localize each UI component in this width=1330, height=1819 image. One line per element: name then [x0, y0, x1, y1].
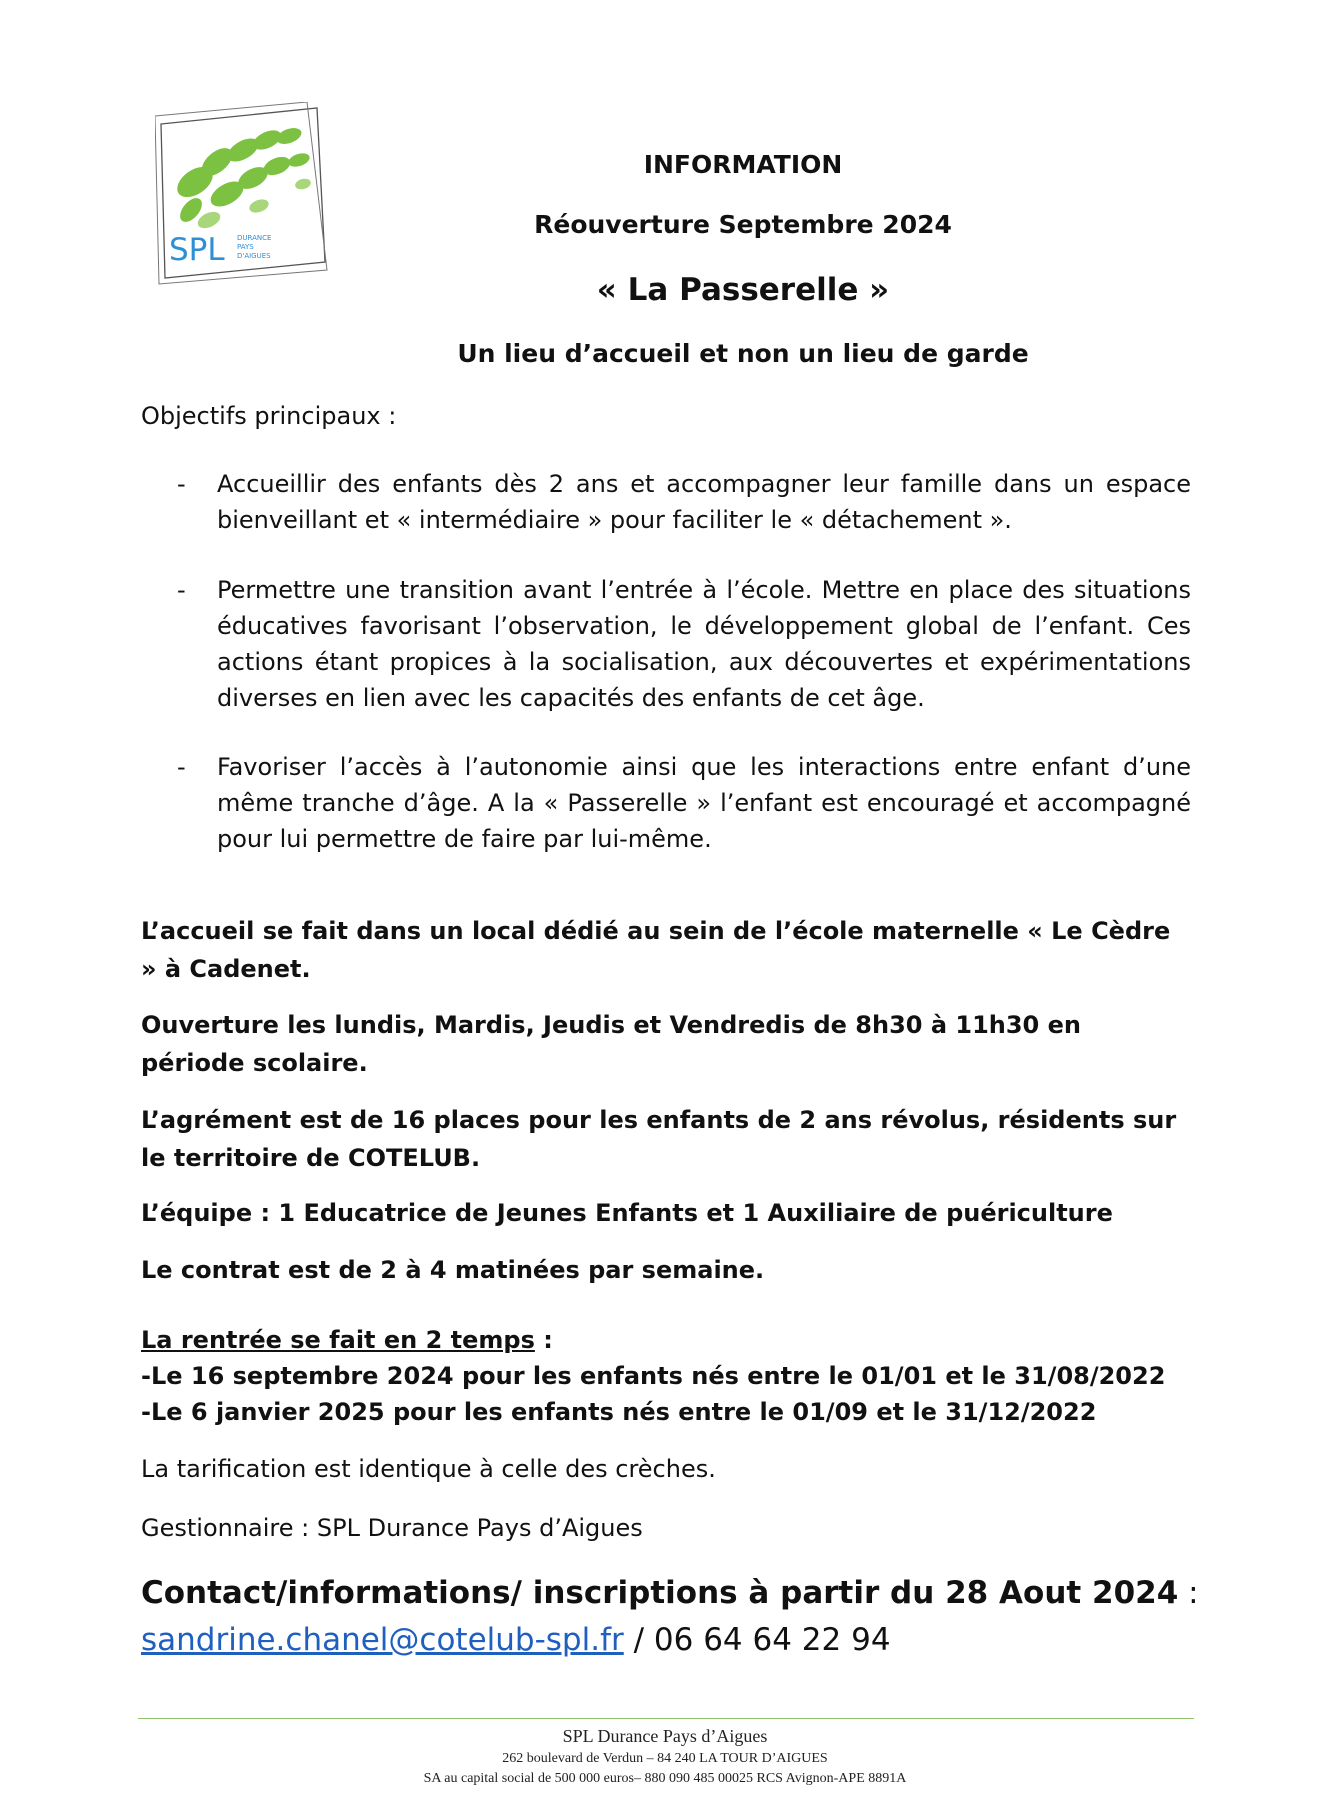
objective-text: Permettre une transition avant l’entrée à l’école. Mettre en place des situations éducatives favorisant l’observation, le développement global de l’enfant. Ces actions étant propices à la socialisation, aux découvertes et expérimentations diverses en lien avec les capacités des enfants de cet âge. [217, 576, 1191, 712]
phone-number: / 06 64 64 22 94 [623, 1622, 891, 1658]
contact-heading [141, 1575, 1199, 1611]
objective-item [141, 466, 1191, 538]
bullet-dash: - [177, 470, 186, 498]
team-info: L’équipe : 1 Educatrice de Jeunes Enfants et 1 Auxiliaire de puériculture [141, 1199, 1113, 1227]
page-subtitle: Un lieu d’accueil et non un lieu de garde [457, 339, 1029, 368]
email-link[interactable]: sandrine.chanel@cotelub-spl.fr [141, 1622, 624, 1658]
logo-graphic [155, 102, 335, 292]
objective-text: Favoriser l’accès à l’autonomie ainsi que les interactions entre enfant d’une même tranche d’âge. A la « Passerelle » l’enfant est encouragé et accompagné pour lui permettre de faire par lui-même. [217, 753, 1191, 853]
logo-text: SPL [169, 232, 225, 268]
footer-divider [138, 1718, 1194, 1719]
bullet-dash: - [177, 753, 186, 781]
heading-information: INFORMATION [643, 150, 843, 179]
contact-colon: : [1178, 1575, 1199, 1611]
contract-info: Le contrat est de 2 à 4 matinées par semaine. [141, 1256, 765, 1284]
contact-heading-text: Contact/informations/ inscriptions à partir du 28 Aout 2024 [141, 1575, 1179, 1611]
footer-legal: SA au capital social de 500 000 euros– 880 090 485 00025 RCS Avignon-APE 8891A [423, 1771, 907, 1786]
location-info: L’accueil se fait dans un local dédié au sein de l’école maternelle « Le Cèdre » à Cadenet. [141, 917, 1171, 983]
rentree-heading [141, 1322, 1191, 1358]
logo-tagline: PAYS [237, 243, 254, 251]
contact-line [141, 1622, 891, 1658]
rentree-line: -Le 16 septembre 2024 pour les enfants nés entre le 01/01 et le 31/08/2022 [141, 1362, 1166, 1390]
footer-company: SPL Durance Pays d’Aigues [562, 1726, 768, 1746]
manager-info: Gestionnaire : SPL Durance Pays d’Aigues [141, 1514, 643, 1542]
footer-address: 262 boulevard de Verdun – 84 240 LA TOUR D’AIGUES [502, 1751, 828, 1766]
page-title: « La Passerelle » [596, 272, 890, 308]
spl-logo [155, 102, 335, 292]
heading-reopening: Réouverture Septembre 2024 [534, 210, 952, 239]
objectives-heading: Objectifs principaux : [141, 402, 397, 430]
pricing-info: La tarification est identique à celle des crèches. [141, 1455, 716, 1483]
bullet-dash: - [177, 576, 186, 604]
logo-tagline: D'AIGUES [237, 252, 271, 260]
rentree-line: -Le 6 janvier 2025 pour les enfants nés entre le 01/09 et le 31/12/2022 [141, 1398, 1097, 1426]
objective-text: Accueillir des enfants dès 2 ans et accompagner leur famille dans un espace bienveillant et « intermédiaire » pour faciliter le « détachement ». [217, 470, 1191, 534]
objective-item [141, 572, 1191, 716]
logo-tagline: DURANCE [237, 234, 272, 242]
opening-hours: Ouverture les lundis, Mardis, Jeudis et Vendredis de 8h30 à 11h30 en période scolaire. [141, 1011, 1081, 1077]
rentree-colon: : [534, 1326, 553, 1354]
objective-item [141, 749, 1191, 857]
approval-info: L’agrément est de 16 places pour les enfants de 2 ans révolus, résidents sur le territoire de COTELUB. [141, 1106, 1177, 1172]
rentree-heading-text: La rentrée se fait en 2 temps [141, 1326, 535, 1354]
